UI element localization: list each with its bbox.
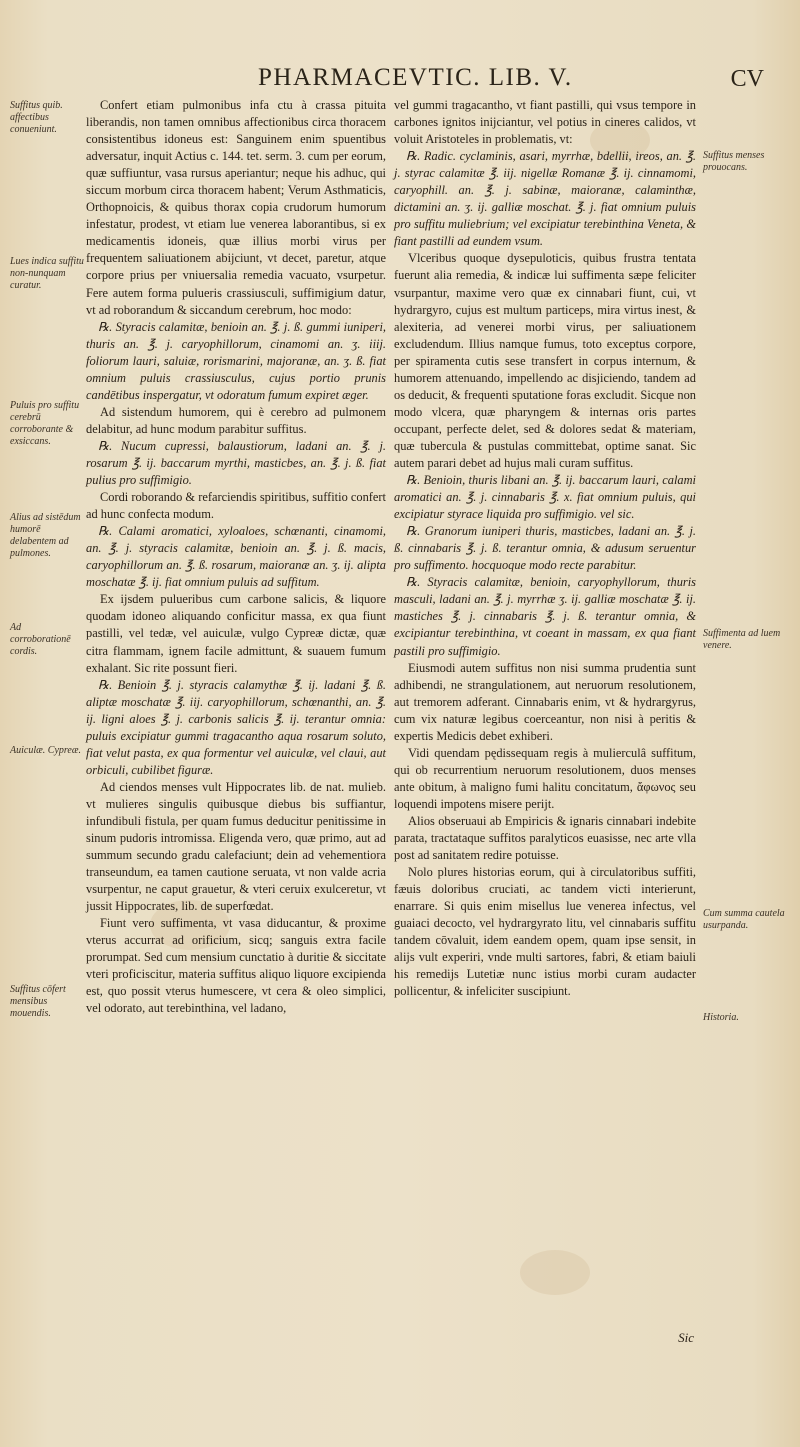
paragraph: Confert etiam pulmonibus infa ctu à crassa pituita liberandis, non tamen omnibus affectionibus circa thoracem consistentibus idoneus est: Sanguinem enim spuentibus adversatur, inquit Actius c. 144. tet. serm. 3. cum per eorum, quæ suffiuntur, vasa rursus aperiantur; neque his adhuc, qui siccum morbum circa thoracem habent; Verum Asthmaticis, Orthopnoicis, & quibus thorax copia crudorum humorum infestatur, prodest, vt etiam lue venerea laborantibus, si ex medicamentis idoneis, quæ illius morbi virus per frequentem saliuationem abijciunt, vt decet, paretur, atque corpore prius per vniuersalia remedia vacuato, vsurpetur. Fere autem forma pulueris crassiusculi, suffimigium datur, vt ad roborandum & siccandum cerebrum, hoc modo:: [86, 98, 386, 317]
catchword: Sic: [678, 1330, 694, 1345]
margin-note: Suffitus quib. affectibus conueniunt.: [10, 100, 63, 135]
page-header: [0, 64, 800, 98]
margin-note: Historia.: [703, 1012, 739, 1023]
paragraph: Cordi roborando & refarciendis spiritibus, suffitio confert ad hunc confecta modum.: [86, 490, 386, 522]
paragraph: vel gummi tragacantho, vt fiant pastilli, qui vsus tempore in carbones ignitos inijciantur, vel potius in cineres calidos, vt voluit Aristoteles in problematis, vt:: [394, 98, 696, 147]
right-column: [394, 97, 696, 1000]
paragraph: Vlceribus quoque dysepuloticis, quibus frustra tentata fuerunt alia remedia, & indicæ lui suffimenta sæpe feliciter vsurpantur, maxime vero quæ ex cinnabari fiunt, cui, vt hydrargyro, cujus est multum particeps, mira virtus inest, & alexiteria, ad venerei morbi virus, per saliuationem excludendum. Illius namque fumus, toto exceptus corpore, per spiramenta cutis sese transfert in corpus internum, & humorem attenuando, impellendo ac disjiciendo, tandem ad os deducit, & frequenti sputatione foras excludit. Sicque non modo vlcera, quæ pharyngem & internas oris partes occupant, perfecte delet, sed & dolores sedat & materiam, quæ tubercula & pustulas committebat, optime sanat. Sic autem parari debet ad hujus mali curam suffitus.: [394, 251, 696, 470]
margin-note: Cum summa cautela usurpanda.: [703, 908, 785, 931]
margin-note: Suffimenta ad luem venere.: [703, 628, 781, 651]
paragraph: Eiusmodi autem suffitus non nisi summa prudentia sunt adhibendi, ne strangulationem, aut neruorum resolutionem, aut tremorem adferant. Cinnabaris enim, vt & hydrargyrus, cum vix naturæ legibus coerceantur, non nisi à peritis & expertis Medicis debet exhiberi.: [394, 660, 696, 743]
running-head: PHARMACEVTIC. LIB. V.: [258, 64, 573, 91]
margin-note: Auiculæ. Cypreæ.: [10, 745, 82, 756]
paragraph: Alios obseruaui ab Empiricis & ignaris cinnabari indebite parata, tractataque suffitos paralyticos euasisse, nec arte vlla post ad sanitatem redire potuisse.: [394, 813, 696, 863]
recipe: ℞. Calami aromatici, xyloaloes, schœnanti, cinamomi, an. ℥. j. styracis calamitæ, benioin an. ℥. j. ß. macis, caryophillorum an. ℥. ß. rosarum, maioranæ an. ʒ. ij. alipta moschatæ ℥. ij. fiat omnium puluis ad suffitum.: [86, 524, 386, 590]
margin-note: Alius ad sistēdum humorē delabentem ad pulmones.: [10, 512, 81, 559]
paragraph: Fiunt vero suffimenta, vt vasa diducantur, & proxime vterus accurrat ad orificium, sicq; sanguis extra facile prorumpat. Sed cum mensium cunctatio à duritie & siccitate vteri proficiscitur, materia suffitus aliquo liquore excipienda est, quo possit vterus humescere, vt cera & oleo simplici, vel odorato, aut terebinthina, vel ladano,: [86, 916, 386, 1016]
paragraph: Ad ciendos menses vult Hippocrates lib. de nat. mulieb. vt mulieres singulis quibusque diebus bis suffiantur, infundibuli fistula, per quam fumus deducitur penitissime in sinum pudoris intromissa. Eligenda vero, quæ primo, aut ad summum secundo gradu calefaciunt; dein ad vehementiora transeundum, ea tamen cautione seruata, vt non valde acria vsurpentur, ne caput grauetur, & vteri ceruix exulceretur, vt jussit Hippocrates, lib. de superfœdat.: [86, 779, 386, 914]
margin-note: Suffitus cōfert mensibus mouendis.: [10, 984, 66, 1019]
recipe: ℞. Styracis calamitæ, benioin an. ℥. j. ß. gummi iuniperi, thuris an. ℥. j. caryophillorum, cinamomi an. ʒ. iiij. foliorum lauri, saluiæ, rorismarini, majoranæ, an. ʒ. ß. fiat omnium puluis crassiusculus, cujus portio prunis candētibus inspergatur, vt odoratum fumum expiret æger.: [86, 319, 386, 402]
margin-note: Suffitus menses prouocans.: [703, 150, 765, 173]
recipe: ℞. Benioin, thuris libani an. ℥. ij. baccarum lauri, calami aromatici an. ℥. j. cinnabaris ℥. x. fiat omnium puluis, qui excipiatur styrace liquida pro suffimigio. vel sic.: [394, 473, 696, 522]
paragraph: Nolo plures historias eorum, qui à circulatoribus suffiti, fæuis doloribus cruciati, ac tandem victi interierunt, enarrare. Si quis enim misellus lue venerea infectus, vel guaiaci decocto, vel hydrargyrato litu, vel cinnabaris suffitu tandem cōvaluit, idem eandem opem, quam ipse sensit, in alijs vult experiri, vnde multi sartores, fabri, & etiam baiuli his remedijs Lutetiæ nunc istius morbi curam audacter pollicentur, & infeliciter suscipiunt.: [394, 865, 696, 999]
margin-note: Ad corroborationē cordis.: [10, 622, 71, 657]
recipe: ℞. Radic. cyclaminis, asari, myrrhæ, bdellii, ireos, an. ℥. j. styrac calamitæ ℥. iij. nigellæ Romanæ ℥. ij. cinnamomi, caryophill. an. ℥. j. sabinæ, maioranæ, calaminthæ, dictamini an. ʒ. ij. galliæ moschat. ℥. j. fiat omnium puluis pro suffitu muliebrium; vel excipiatur terebinthina Veneta, & fiant pastilli ad eundem vsum.: [394, 149, 696, 249]
margin-note: Puluis pro suffitu cerebrū corroborante & exsiccans.: [10, 400, 80, 447]
left-column: [86, 97, 386, 1018]
margin-note: Lues indica suffitu non-nunquam curatur.: [10, 256, 84, 291]
paragraph: Vidi quendam pędissequam regis à mulierculâ suffitum, qui ob recurrentium neruorum resolutionem, duos menses ante obitum, à maligno fumi halitu concitatum, ἄφωνος seu loquendi impotens misere perijt.: [394, 745, 696, 811]
paragraph: Ad sistendum humorem, qui è cerebro ad pulmonem delabitur, ad hunc modum parabitur suffitus.: [86, 404, 386, 436]
recipe: ℞. Granorum iuniperi thuris, masticbes, ladani an. ℥. j. ß. cinnabaris ℥. j. ß. terantur omnia, & adusum seruentur pro suffimento. hocquoque modo recte parabitur.: [394, 524, 696, 573]
page-number: CV: [730, 66, 764, 92]
paragraph: Ex ijsdem pulueribus cum carbone salicis, & liquore quodam idoneo aliquando conficitur massa, ex qua fiunt pastilli, vel tedæ, vel auiculæ, vulgo Cypreæ dictæ, quæ citra flammam, ignem facile admittunt, & suauem fumum exhalant. Sic rite possunt fieri.: [86, 592, 386, 675]
recipe: ℞. Benioin ℥. j. styracis calamythæ ℥. ij. ladani ℥. ß. aliptæ moschatæ ℥. iij. caryophillorum, schœnanthi, an. ℥. ij. ligni aloes ℥. j. carbonis salicis ℥. ij. terantur omnia: puluis excipiatur gummi tragacantho aqua rosarum soluto, fiat velut pasta, ex qua formentur vel auiculæ, vel claui, aut orbiculi, cubilibet figuræ.: [86, 677, 386, 777]
recipe: ℞. Nucum cupressi, balaustiorum, ladani an. ℥. j. rosarum ℥. ij. baccarum myrthi, masticbes, an. ℥. j. ß. fiat pulius pro suffimigio.: [86, 438, 386, 488]
recipe: ℞. Styracis calamitæ, benioin, caryophyllorum, thuris masculi, ladani an. ℥. j. myrrhæ ʒ. ij. galliæ moschatæ ℥. ij. mastiches ℥. j. cinnabaris ℥. j. ß. terantur omnia, & excipiantur terebinthina, vt coeant in massam, ex qua fiant pastili pro suffimigio.: [394, 575, 696, 658]
